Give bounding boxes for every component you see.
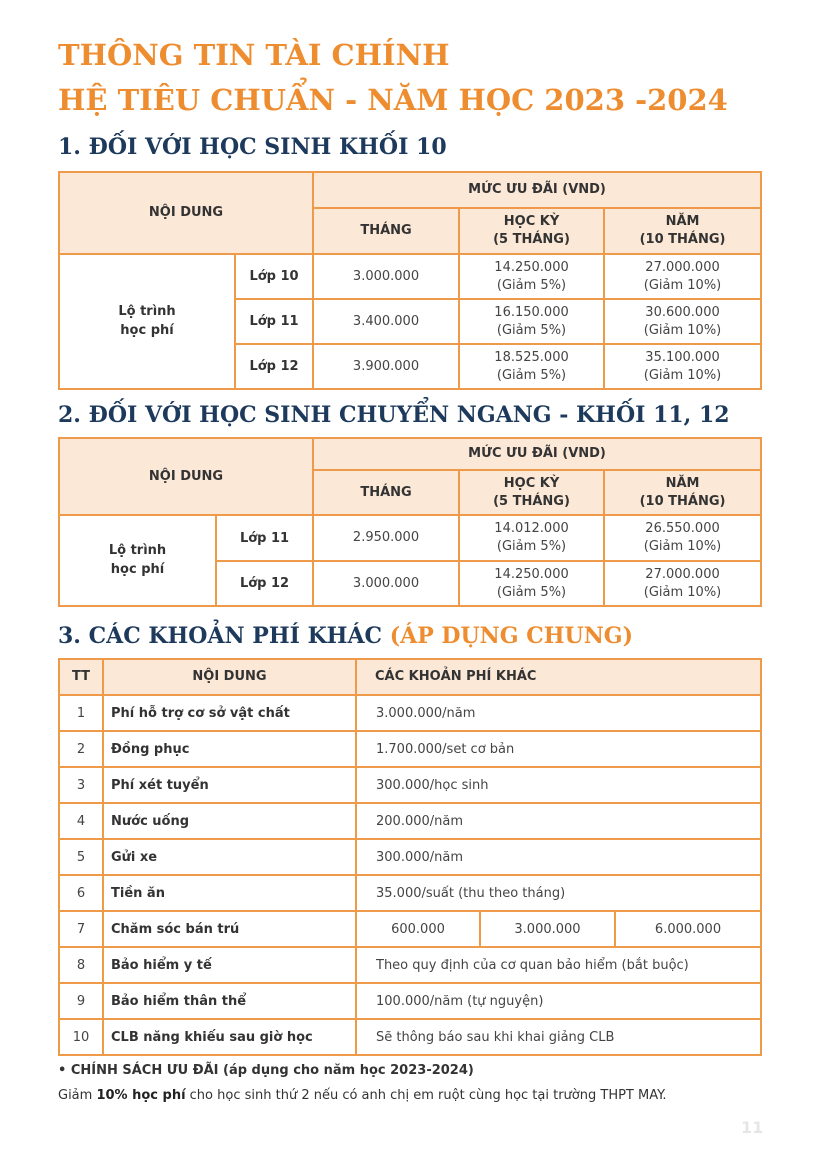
table-row	[59, 767, 761, 803]
fee-name: Tiền ăn	[103, 875, 356, 911]
header-fees: CÁC KHOẢN PHÍ KHÁC	[356, 659, 761, 695]
fee-name: CLB năng khiếu sau giờ học	[103, 1019, 356, 1055]
grade-cell: Lớp 12	[235, 344, 313, 389]
fee-value: 300.000/học sinh	[356, 767, 761, 803]
year-fee: 30.600.000 (Giảm 10%)	[604, 299, 761, 344]
header-year: NĂM (10 THÁNG)	[604, 470, 761, 515]
row-number: 9	[59, 983, 103, 1019]
year-fee: 26.550.000 (Giảm 10%)	[604, 515, 761, 561]
row-number: 10	[59, 1019, 103, 1055]
year-fee: 35.100.000 (Giảm 10%)	[604, 344, 761, 389]
tuition-table-grade-10	[58, 171, 762, 390]
fee-name: Phí hỗ trợ cơ sở vật chất	[103, 695, 356, 731]
row-number: 6	[59, 875, 103, 911]
month-fee: 3.000.000	[313, 561, 459, 606]
fee-name: Bảo hiểm thân thể	[103, 983, 356, 1019]
page-title-line-2: HỆ TIÊU CHUẨN - NĂM HỌC 2023 -2024	[58, 83, 728, 117]
header-content: NỘI DUNG	[59, 172, 313, 254]
semester-fee: 14.250.000 (Giảm 5%)	[459, 561, 604, 606]
semester-fee: 18.525.000 (Giảm 5%)	[459, 344, 604, 389]
row-label: Lộ trình học phí	[59, 515, 216, 606]
month-fee: 3.900.000	[313, 344, 459, 389]
header-offer: MỨC ƯU ĐÃI (VND)	[313, 438, 761, 470]
fee-value-part: 6.000.000	[615, 911, 761, 947]
header-no: TT	[59, 659, 103, 695]
row-number: 8	[59, 947, 103, 983]
header-year: NĂM (10 THÁNG)	[604, 208, 761, 254]
policy-text-highlight: 10% học phí	[96, 1088, 186, 1103]
row-number: 7	[59, 911, 103, 947]
grade-cell: Lớp 11	[235, 299, 313, 344]
fee-value: 35.000/suất (thu theo tháng)	[356, 875, 761, 911]
section-3-heading: 3. CÁC KHOẢN PHÍ KHÁC (ÁP DỤNG CHUNG)	[58, 623, 634, 649]
fee-value: 300.000/năm	[356, 839, 761, 875]
row-number: 4	[59, 803, 103, 839]
table-row	[59, 1019, 761, 1055]
semester-fee: 14.250.000 (Giảm 5%)	[459, 254, 604, 299]
table-row	[59, 983, 761, 1019]
fee-value: Sẽ thông báo sau khi khai giảng CLB	[356, 1019, 761, 1055]
section-2-heading: 2. ĐỐI VỚI HỌC SINH CHUYỂN NGANG - KHỐI 11, 12	[58, 402, 730, 428]
table-row	[59, 695, 761, 731]
header-month: THÁNG	[313, 470, 459, 515]
fee-name: Nước uống	[103, 803, 356, 839]
month-fee: 3.400.000	[313, 299, 459, 344]
section-3-heading-highlight: (ÁP DỤNG CHUNG)	[389, 623, 634, 649]
table-row	[59, 803, 761, 839]
table-row	[59, 947, 761, 983]
row-number: 5	[59, 839, 103, 875]
year-fee: 27.000.000 (Giảm 10%)	[604, 254, 761, 299]
policy-text: Giảm 10% học phí cho học sinh thứ 2 nếu có anh chị em ruột cùng học tại trường THPT MAY.	[58, 1088, 667, 1103]
row-number: 1	[59, 695, 103, 731]
grade-cell: Lớp 12	[216, 561, 313, 606]
fee-value-part: 600.000	[356, 911, 480, 947]
fee-name: Đồng phục	[103, 731, 356, 767]
header-content: NỘI DUNG	[103, 659, 356, 695]
page-number: 11	[741, 1118, 764, 1137]
fee-value: 3.000.000/năm	[356, 695, 761, 731]
section-1-heading: 1. ĐỐI VỚI HỌC SINH KHỐI 10	[58, 134, 447, 160]
row-number: 2	[59, 731, 103, 767]
other-fees-table	[58, 658, 762, 1056]
semester-fee: 16.150.000 (Giảm 5%)	[459, 299, 604, 344]
policy-heading: • CHÍNH SÁCH ƯU ĐÃI (áp dụng cho năm học 2023-2024)	[58, 1063, 474, 1078]
month-fee: 3.000.000	[313, 254, 459, 299]
header-month: THÁNG	[313, 208, 459, 254]
fee-value: 100.000/năm (tự nguyện)	[356, 983, 761, 1019]
fee-name: Phí xét tuyển	[103, 767, 356, 803]
header-offer: MỨC ƯU ĐÃI (VND)	[313, 172, 761, 208]
grade-cell: Lớp 11	[216, 515, 313, 561]
header-semester: HỌC KỲ (5 THÁNG)	[459, 470, 604, 515]
table-row	[59, 731, 761, 767]
header-semester: HỌC KỲ (5 THÁNG)	[459, 208, 604, 254]
grade-cell: Lớp 10	[235, 254, 313, 299]
fee-name: Gửi xe	[103, 839, 356, 875]
fee-name: Chăm sóc bán trú	[103, 911, 356, 947]
fee-value: Theo quy định của cơ quan bảo hiểm (bắt buộc)	[356, 947, 761, 983]
fee-value: 200.000/năm	[356, 803, 761, 839]
row-label: Lộ trình học phí	[59, 254, 235, 389]
fee-value-part: 3.000.000	[480, 911, 615, 947]
row-number: 3	[59, 767, 103, 803]
table-row	[59, 875, 761, 911]
fee-value: 1.700.000/set cơ bản	[356, 731, 761, 767]
table-row	[59, 839, 761, 875]
semester-fee: 14.012.000 (Giảm 5%)	[459, 515, 604, 561]
header-content: NỘI DUNG	[59, 438, 313, 515]
fee-name: Bảo hiểm y tế	[103, 947, 356, 983]
page-title-line-1: THÔNG TIN TÀI CHÍNH	[58, 38, 450, 72]
year-fee: 27.000.000 (Giảm 10%)	[604, 561, 761, 606]
tuition-table-transfer	[58, 437, 762, 607]
month-fee: 2.950.000	[313, 515, 459, 561]
table-row	[59, 911, 761, 947]
